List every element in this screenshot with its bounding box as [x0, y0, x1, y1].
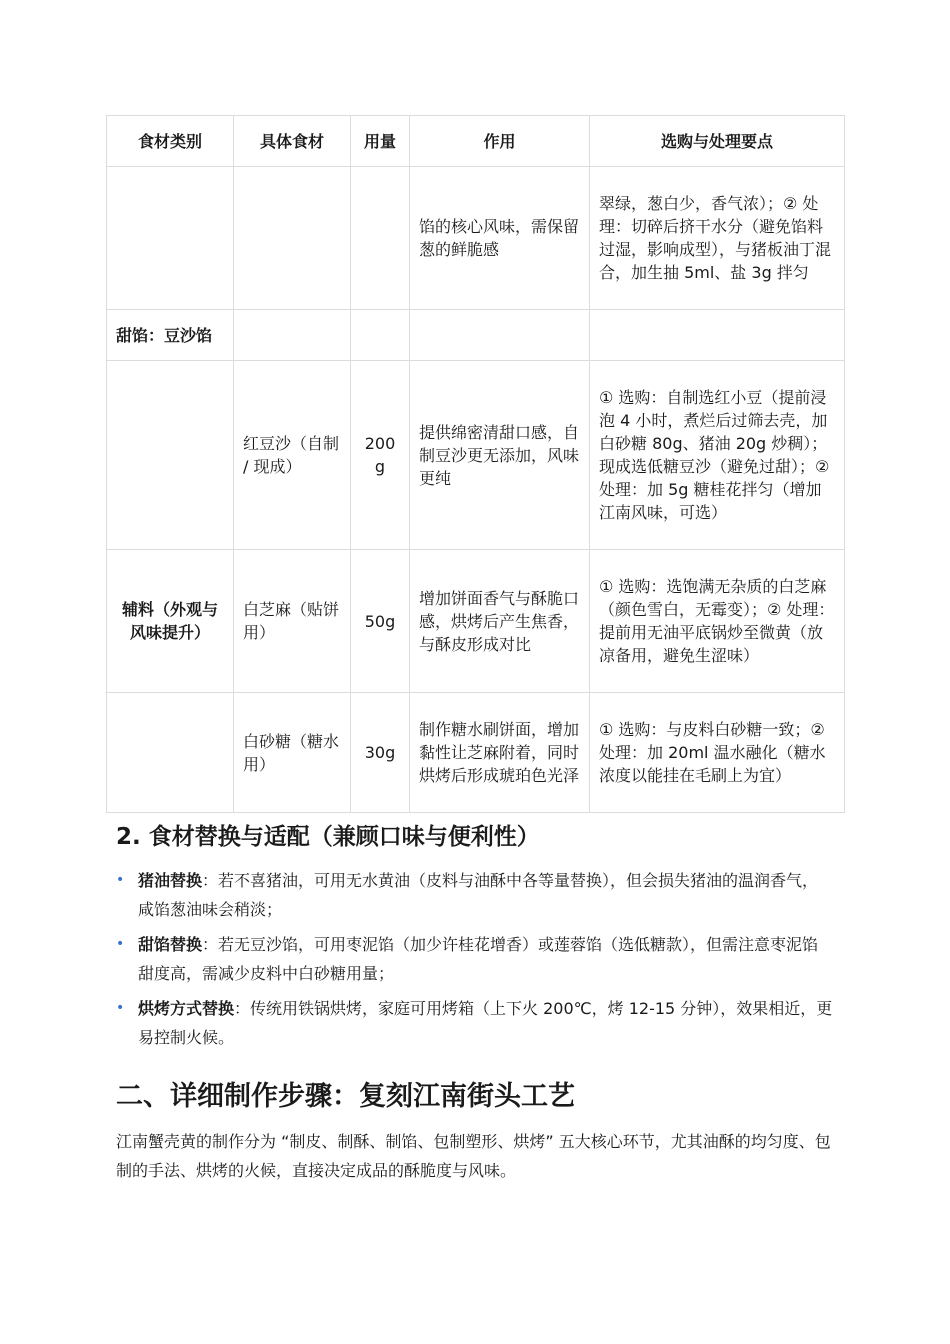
cell-ingredient: 白砂糖（糖水用） — [234, 693, 351, 813]
item-term: 甜馅替换 — [138, 935, 203, 954]
item-text: 传统用铁锅烘烤，家庭可用烤箱（上下火 200℃，烤 12-15 分钟），效果相近，更易控制火候。 — [138, 999, 833, 1047]
cell-tips: ① 选购：选饱满无杂质的白芝麻（颜色雪白，无霉变）；② 处理：提前用无油平底锅炒至微黄（放凉备用，避免生涩味） — [590, 550, 845, 693]
cell-tips: ① 选购：自制选红小豆（提前浸泡 4 小时，煮烂后过筛去壳，加白砂糖 80g、猪油 20g 炒稠）；现成选低糖豆沙（避免过甜）；② 处理：加 5g 糖桂花拌匀（增加江南风味，可选） — [590, 361, 845, 550]
cell-purpose: 提供绵密清甜口感，自制豆沙更无添加，风味更纯 — [410, 361, 590, 550]
bullet-icon: • — [116, 936, 125, 952]
list-item — [116, 994, 834, 1052]
cell-purpose: 制作糖水刷饼面，增加黏性让芝麻附着，同时烘烤后形成琥珀色光泽 — [410, 693, 590, 813]
item-text: 若不喜猪油，可用无水黄油（皮料与油酥中各等量替换），但会损失猪油的温润香气，咸馅葱油味会稍淡； — [138, 871, 819, 919]
item-separator: ： — [202, 871, 219, 890]
cell-amount: 30g — [351, 693, 410, 813]
cell-tips: ① 选购：与皮料白砂糖一致；② 处理：加 20ml 温水融化（糖水浓度以能挂在毛刷上为宜） — [590, 693, 845, 813]
substitution-list — [116, 866, 834, 1058]
item-separator: ： — [234, 999, 251, 1018]
table-header-row — [107, 116, 845, 167]
header-ingredient: 具体食材 — [234, 116, 351, 167]
cell-ingredient: 白芝麻（贴饼用） — [234, 550, 351, 693]
table-row — [107, 361, 845, 550]
item-text: 若无豆沙馅，可用枣泥馅（加少许桂花增香）或莲蓉馅（选低糖款），但需注意枣泥馅甜度高，需减少皮料中白砂糖用量； — [138, 935, 819, 983]
ingredients-table — [106, 115, 845, 813]
cell-category: 辅料（外观与风味提升） — [107, 550, 234, 693]
cell-category — [107, 693, 234, 813]
cell-category — [107, 361, 234, 550]
table-row — [107, 310, 845, 361]
bullet-icon: • — [116, 872, 125, 888]
header-purpose: 作用 — [410, 116, 590, 167]
header-category: 食材类别 — [107, 116, 234, 167]
list-item — [116, 930, 834, 988]
section-heading-substitution: 2. 食材替换与适配（兼顾口味与便利性） — [116, 824, 540, 850]
item-term: 烘烤方式替换 — [138, 999, 235, 1018]
cell-category: 甜馅：豆沙馅 — [107, 310, 234, 361]
header-amount: 用量 — [351, 116, 410, 167]
cell-tips: 翠绿，葱白少，香气浓）；② 处理：切碎后挤干水分（避免馅料过湿，影响成型），与猪板油丁混合，加生抽 5ml、盐 3g 拌匀 — [590, 167, 845, 310]
cell-tips — [590, 310, 845, 361]
cell-purpose: 增加饼面香气与酥脆口感，烘烤后产生焦香，与酥皮形成对比 — [410, 550, 590, 693]
cell-category — [107, 167, 234, 310]
bullet-icon: • — [116, 1000, 125, 1016]
table-row — [107, 167, 845, 310]
cell-amount — [351, 167, 410, 310]
cell-ingredient: 红豆沙（自制 / 现成） — [234, 361, 351, 550]
item-term: 猪油替换 — [138, 871, 203, 890]
chapter-intro: 江南蟹壳黄的制作分为 “制皮、制酥、制馅、包制塑形、烘烤” 五大核心环节，尤其油酥的均匀度、包制的手法、烘烤的火候，直接决定成品的酥脆度与风味。 — [116, 1132, 831, 1180]
cell-purpose: 馅的核心风味，需保留葱的鲜脆感 — [410, 167, 590, 310]
cell-ingredient — [234, 167, 351, 310]
list-item — [116, 866, 834, 924]
cell-ingredient — [234, 310, 351, 361]
table-row — [107, 550, 845, 693]
cell-amount: 200g — [351, 361, 410, 550]
chapter-heading-steps: 二、详细制作步骤：复刻江南街头工艺 — [116, 1081, 575, 1112]
item-separator: ： — [202, 935, 219, 954]
table-row — [107, 693, 845, 813]
cell-amount: 50g — [351, 550, 410, 693]
header-tips: 选购与处理要点 — [590, 116, 845, 167]
cell-purpose — [410, 310, 590, 361]
cell-amount — [351, 310, 410, 361]
